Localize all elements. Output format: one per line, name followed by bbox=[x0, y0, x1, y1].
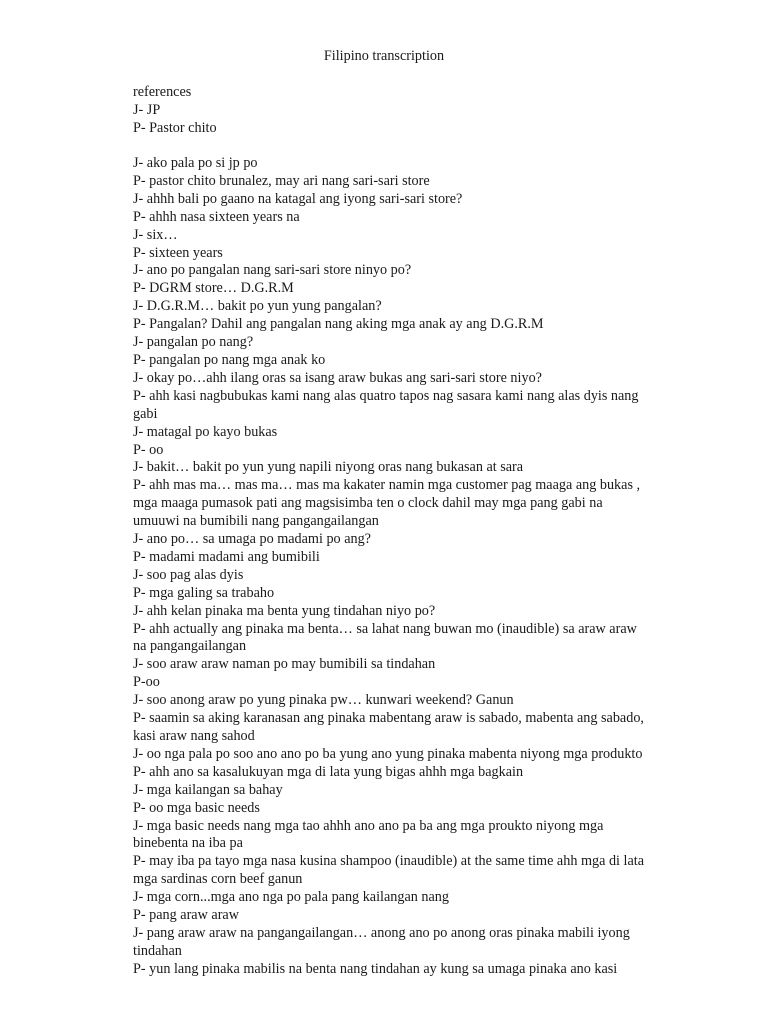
transcript-line: P- saamin sa aking karanasan ang pinaka mabentang araw is sabado, mabenta ang sabado, bbox=[133, 710, 644, 727]
transcript-line: P- mga galing sa trabaho bbox=[133, 584, 275, 601]
transcript-line: J- soo araw araw naman po may bumibili sa tindahan bbox=[133, 656, 436, 673]
transcript-line: J- oo nga pala po soo ano ano po ba yung ano yung pinaka mabenta niyong mga produkto bbox=[133, 745, 643, 762]
references-block bbox=[133, 83, 693, 137]
transcript-line: J- mga corn...mga ano nga po pala pang kailangan nang bbox=[133, 889, 449, 906]
transcript-line: J- matagal po kayo bukas bbox=[133, 423, 278, 440]
reference-item: P- Pastor chito bbox=[133, 120, 217, 136]
transcript-line: J- ano po pangalan nang sari-sari store ninyo po? bbox=[133, 262, 412, 279]
page-title: Filipino transcription bbox=[323, 48, 445, 64]
transcript-line: binebenta na iba pa bbox=[133, 835, 243, 852]
transcript-line: na pangangailangan bbox=[133, 638, 247, 655]
transcript-line: P- DGRM store… D.G.R.M bbox=[133, 280, 294, 297]
transcript-line: J- soo pag alas dyis bbox=[133, 566, 244, 583]
transcript-line: J- six… bbox=[133, 226, 178, 243]
transcript-line: P- oo mga basic needs bbox=[133, 799, 260, 816]
transcript-line: mga maaga pumasok pati ang magsisimba ten o clock dahil may mga pang gabi na bbox=[133, 495, 603, 512]
transcript-line: P- ahh kasi nagbubukas kami nang alas quatro tapos nag sasara kami nang alas dyis nang bbox=[133, 387, 639, 404]
transcript-line: J- soo anong araw po yung pinaka pw… kunwari weekend? Ganun bbox=[133, 692, 514, 709]
transcript-line: P- Pangalan? Dahil ang pangalan nang aking mga anak ay ang D.G.R.M bbox=[133, 316, 544, 333]
transcript-line: tindahan bbox=[133, 942, 182, 959]
transcript-line: P- yun lang pinaka mabilis na benta nang tindahan ay kung sa umaga pinaka ano kasi bbox=[133, 960, 618, 977]
transcript-line: P- oo bbox=[133, 441, 164, 458]
transcript-line: P- pastor chito brunalez, may ari nang sari-sari store bbox=[133, 172, 430, 189]
transcript-line: mga sardinas corn beef ganun bbox=[133, 871, 303, 888]
transcript-line: P- may iba pa tayo mga nasa kusina shampoo (inaudible) at the same time ahh mga di lata bbox=[133, 853, 644, 870]
reference-item: J- JP bbox=[133, 102, 161, 118]
transcript-line: P- ahhh nasa sixteen years na bbox=[133, 208, 300, 225]
transcript-line: J- ahhh bali po gaano na katagal ang iyong sari-sari store? bbox=[133, 190, 463, 207]
transcript-line: kasi araw nang sahod bbox=[133, 728, 255, 744]
transcript-line: J- ano po… sa umaga po madami po ang? bbox=[133, 531, 371, 548]
transcript-line: J- ako pala po si jp po bbox=[133, 155, 258, 171]
transcript-line: P- pangalan po nang mga anak ko bbox=[133, 351, 326, 368]
transcript-line: gabi bbox=[133, 405, 158, 422]
transcript-line: J- pangalan po nang? bbox=[133, 334, 254, 351]
transcript-line: P- ahh ano sa kasalukuyan mga di lata yung bigas ahhh mga bagkain bbox=[133, 763, 524, 780]
transcript-line: J- mga kailangan sa bahay bbox=[133, 781, 283, 798]
transcript-line: J- okay po…ahh ilang oras sa isang araw bukas ang sari-sari store niyo? bbox=[133, 369, 542, 386]
transcript-line: P- ahh actually ang pinaka ma benta… sa lahat nang buwan mo (inaudible) sa araw araw bbox=[133, 620, 637, 637]
transcript-line: J- D.G.R.M… bakit po yun yung pangalan? bbox=[133, 298, 382, 315]
transcript-line: P- madami madami ang bumibili bbox=[133, 548, 320, 565]
transcript-line: J- mga basic needs nang mga tao ahhh ano ano pa ba ang mga proukto niyong mga bbox=[133, 817, 604, 834]
transcript-line: J- ahh kelan pinaka ma benta yung tindahan niyo po? bbox=[133, 602, 436, 619]
references-heading: references bbox=[133, 84, 192, 100]
transcript-line: P-oo bbox=[133, 674, 160, 691]
transcript-line: P- ahh mas ma… mas ma… mas ma kakater namin mga customer pag maaga ang bukas , bbox=[133, 477, 641, 494]
transcript-line: P- sixteen years bbox=[133, 244, 223, 261]
transcript-line: J- bakit… bakit po yun yung napili niyong oras nang bukasan at sara bbox=[133, 459, 524, 476]
transcript-body bbox=[133, 155, 693, 979]
transcript-line: J- pang araw araw na pangangailangan… anong ano po anong oras pinaka mabili iyong bbox=[133, 924, 630, 941]
transcript-line: umuuwi na bumibili nang pangangailangan bbox=[133, 513, 379, 530]
transcript-line: P- pang araw araw bbox=[133, 907, 239, 924]
